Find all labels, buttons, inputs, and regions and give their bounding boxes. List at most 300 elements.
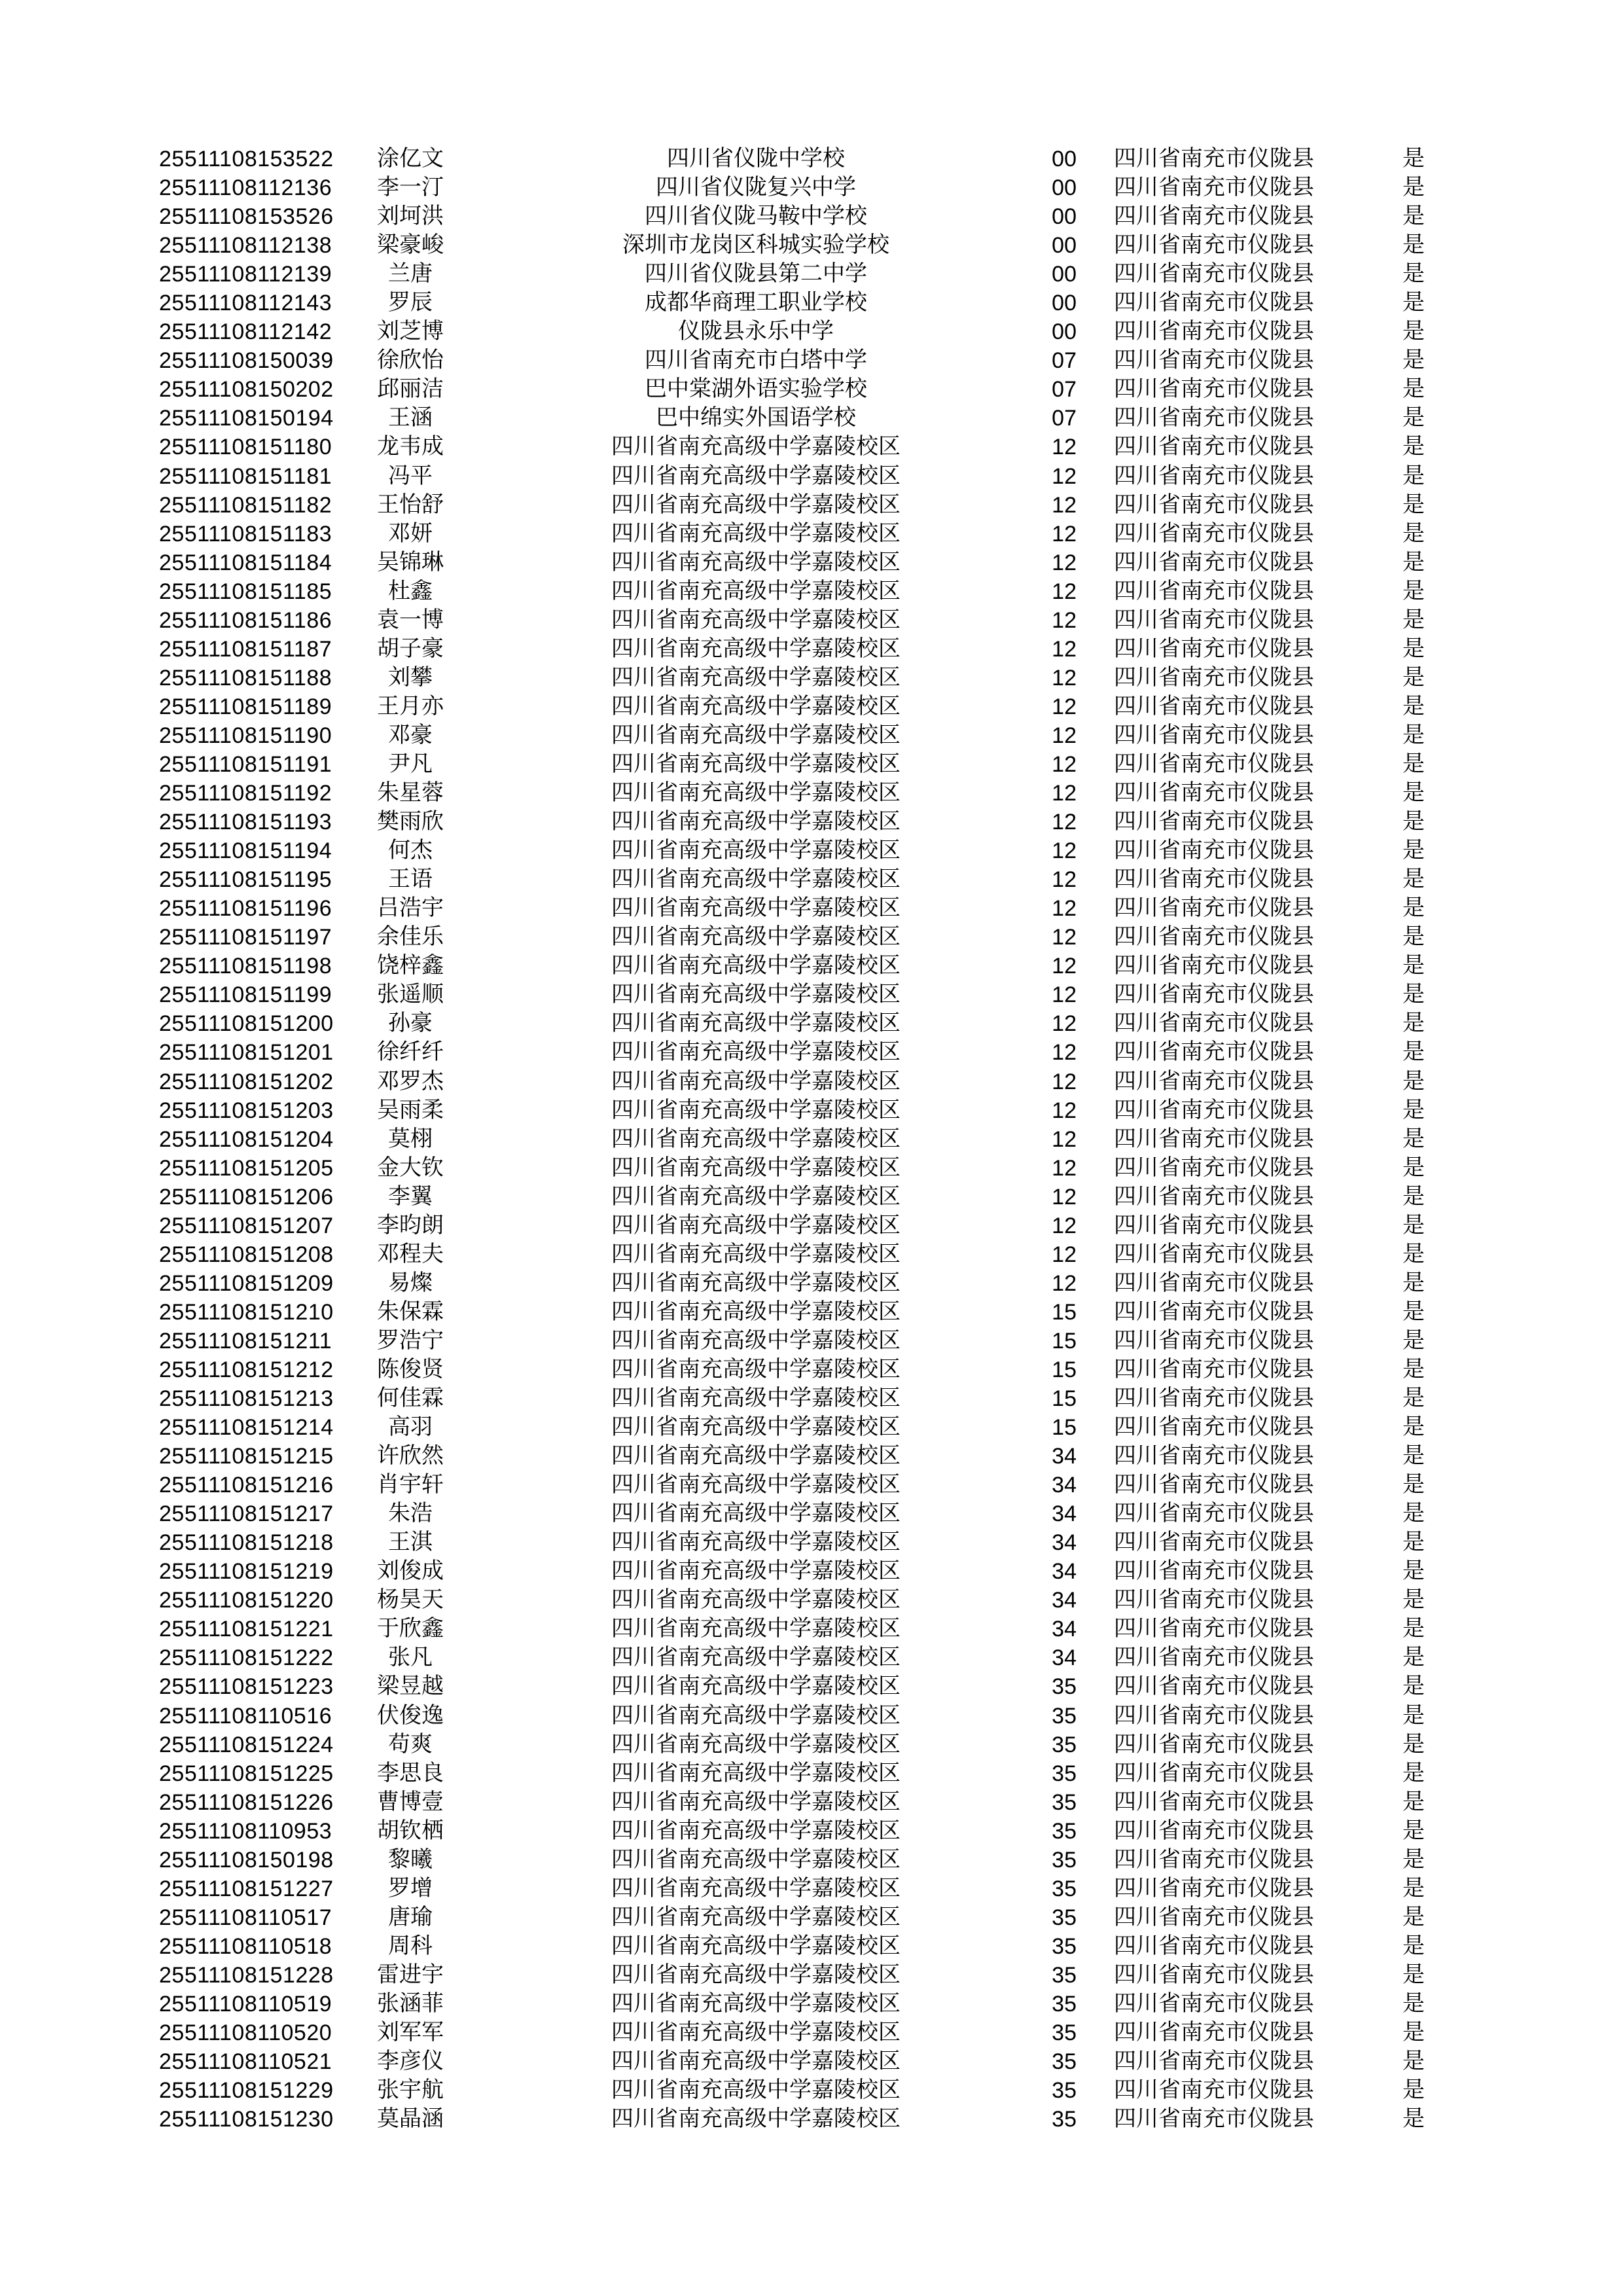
code-cell: 12: [1052, 867, 1077, 893]
region-cell: 四川省南充市仪陇县: [1114, 1126, 1314, 1151]
table-row: [0, 692, 1623, 721]
school-cell: 四川省南充高级中学嘉陵校区: [611, 1473, 901, 1498]
confirm-cell: 是: [1402, 1617, 1425, 1641]
student-name-cell: 邱丽洁: [377, 377, 444, 402]
code-cell: 12: [1052, 723, 1077, 748]
exam-id-cell: 25511108151189: [159, 694, 332, 719]
code-cell: 12: [1052, 665, 1077, 691]
code-cell: 12: [1052, 1098, 1077, 1123]
school-cell: 四川省南充高级中学嘉陵校区: [611, 1789, 901, 1814]
confirm-cell: 是: [1402, 982, 1425, 1007]
region-cell: 四川省南充市仪陇县: [1114, 925, 1314, 950]
table-row: [0, 289, 1623, 317]
roster-table: [0, 145, 1623, 2134]
table-row: [0, 260, 1623, 289]
student-name-cell: 张凡: [388, 1645, 433, 1670]
student-name-cell: 金大钦: [377, 1155, 444, 1180]
exam-id-cell: 25511108110953: [159, 1818, 332, 1844]
code-cell: 12: [1052, 838, 1077, 864]
exam-id-cell: 25511108151206: [159, 1184, 334, 1210]
school-cell: 四川省南充高级中学嘉陵校区: [611, 2020, 901, 2045]
code-cell: 34: [1052, 1559, 1077, 1585]
student-name-cell: 苟爽: [388, 1732, 433, 1757]
student-name-cell: 李彦仪: [377, 2049, 444, 2074]
student-name-cell: 王涵: [388, 406, 433, 431]
confirm-cell: 是: [1402, 1501, 1425, 1526]
student-name-cell: 高羽: [388, 1415, 433, 1440]
student-name-cell: 朱保霖: [377, 1299, 444, 1324]
school-cell: 四川省南充高级中学嘉陵校区: [611, 1213, 901, 1238]
table-row: [0, 980, 1623, 1009]
student-name-cell: 刘攀: [388, 665, 433, 690]
exam-id-cell: 25511108110520: [159, 2020, 332, 2046]
table-row: [0, 808, 1623, 836]
student-name-cell: 曹博壹: [377, 1789, 444, 1814]
table-row: [0, 1643, 1623, 1672]
table-row: [0, 1269, 1623, 1298]
table-row: [0, 923, 1623, 952]
code-cell: 35: [1052, 1933, 1077, 1959]
code-cell: 35: [1052, 1789, 1077, 1815]
student-name-cell: 樊雨欣: [377, 810, 444, 834]
exam-id-cell: 25511108151182: [159, 492, 332, 518]
confirm-cell: 是: [1402, 291, 1425, 315]
region-cell: 四川省南充市仪陇县: [1114, 1270, 1314, 1295]
table-row: [0, 346, 1623, 375]
table-row: [0, 520, 1623, 548]
exam-id-cell: 25511108151222: [159, 1645, 334, 1671]
school-cell: 四川省南充高级中学嘉陵校区: [611, 1299, 901, 1324]
school-cell: 四川省南充高级中学嘉陵校区: [611, 1847, 901, 1872]
table-row: [0, 1615, 1623, 1643]
region-cell: 四川省南充市仪陇县: [1114, 1069, 1314, 1094]
region-cell: 四川省南充市仪陇县: [1114, 1905, 1314, 1929]
exam-id-cell: 25511108151204: [159, 1126, 334, 1152]
code-cell: 12: [1052, 781, 1077, 806]
code-cell: 12: [1052, 1270, 1077, 1296]
region-cell: 四川省南充市仪陇县: [1114, 1328, 1314, 1353]
code-cell: 35: [1052, 1818, 1077, 1844]
code-cell: 35: [1052, 1992, 1077, 2017]
confirm-cell: 是: [1402, 435, 1425, 459]
code-cell: 12: [1052, 982, 1077, 1008]
school-cell: 四川省南充高级中学嘉陵校区: [611, 1386, 901, 1411]
school-cell: 四川省南充高级中学嘉陵校区: [611, 982, 901, 1007]
table-row: [0, 1846, 1623, 1874]
confirm-cell: 是: [1402, 1703, 1425, 1728]
school-cell: 四川省仪陇马鞍中学校: [645, 204, 867, 229]
exam-id-cell: 25511108112143: [159, 291, 332, 316]
code-cell: 00: [1052, 291, 1077, 316]
code-cell: 12: [1052, 896, 1077, 922]
student-name-cell: 胡子豪: [377, 636, 444, 661]
region-cell: 四川省南充市仪陇县: [1114, 1040, 1314, 1065]
code-cell: 35: [1052, 1761, 1077, 1786]
school-cell: 四川省南充高级中学嘉陵校区: [611, 1098, 901, 1122]
student-name-cell: 杨昊天: [377, 1588, 444, 1613]
school-cell: 四川省南充高级中学嘉陵校区: [611, 521, 901, 546]
code-cell: 35: [1052, 2078, 1077, 2104]
table-row: [0, 1961, 1623, 1990]
student-name-cell: 吕浩宇: [377, 896, 444, 921]
student-name-cell: 余佳乐: [377, 925, 444, 950]
region-cell: 四川省南充市仪陇县: [1114, 1098, 1314, 1122]
school-cell: 深圳市龙岗区科城实验学校: [622, 233, 889, 258]
exam-id-cell: 25511108151214: [159, 1415, 334, 1441]
student-name-cell: 刘坷洪: [377, 204, 444, 229]
table-row: [0, 664, 1623, 692]
school-cell: 四川省南充高级中学嘉陵校区: [611, 2107, 901, 2132]
student-name-cell: 李思良: [377, 1761, 444, 1785]
student-name-cell: 邓程夫: [377, 1242, 444, 1266]
region-cell: 四川省南充市仪陇县: [1114, 1933, 1314, 1958]
code-cell: 12: [1052, 607, 1077, 633]
school-cell: 四川省南充高级中学嘉陵校区: [611, 1444, 901, 1469]
exam-id-cell: 25511108151230: [159, 2107, 334, 2132]
code-cell: 00: [1052, 147, 1077, 171]
table-row: [0, 202, 1623, 231]
exam-id-cell: 25511108151217: [159, 1501, 334, 1527]
school-cell: 四川省南充高级中学嘉陵校区: [611, 579, 901, 603]
region-cell: 四川省南充市仪陇县: [1114, 2020, 1314, 2045]
school-cell: 四川省南充高级中学嘉陵校区: [611, 1703, 901, 1728]
exam-id-cell: 25511108112136: [159, 175, 332, 201]
exam-id-cell: 25511108112142: [159, 319, 332, 345]
exam-id-cell: 25511108151181: [159, 463, 332, 489]
school-cell: 四川省南充高级中学嘉陵校区: [611, 463, 901, 488]
confirm-cell: 是: [1402, 1559, 1425, 1584]
confirm-cell: 是: [1402, 1270, 1425, 1295]
exam-id-cell: 25511108151224: [159, 1732, 334, 1757]
confirm-cell: 是: [1402, 896, 1425, 921]
confirm-cell: 是: [1402, 377, 1425, 402]
region-cell: 四川省南充市仪陇县: [1114, 1242, 1314, 1266]
school-cell: 巴中绵实外国语学校: [656, 406, 856, 431]
school-cell: 四川省南充高级中学嘉陵校区: [611, 867, 901, 892]
exam-id-cell: 25511108151226: [159, 1789, 334, 1815]
code-cell: 12: [1052, 925, 1077, 950]
table-row: [0, 635, 1623, 664]
confirm-cell: 是: [1402, 1184, 1425, 1209]
confirm-cell: 是: [1402, 463, 1425, 488]
school-cell: 成都华商理工职业学校: [645, 291, 867, 315]
confirm-cell: 是: [1402, 1674, 1425, 1699]
region-cell: 四川省南充市仪陇县: [1114, 1357, 1314, 1382]
table-row: [0, 1759, 1623, 1788]
confirm-cell: 是: [1402, 636, 1425, 661]
code-cell: 35: [1052, 2020, 1077, 2046]
exam-id-cell: 25511108151193: [159, 810, 332, 835]
exam-id-cell: 25511108151229: [159, 2078, 334, 2104]
exam-id-cell: 25511108151210: [159, 1299, 334, 1325]
school-cell: 四川省仪陇复兴中学: [656, 175, 856, 200]
confirm-cell: 是: [1402, 925, 1425, 950]
table-row: [0, 1702, 1623, 1731]
school-cell: 四川省南充高级中学嘉陵校区: [611, 1357, 901, 1382]
student-name-cell: 王怡舒: [377, 492, 444, 517]
school-cell: 四川省南充高级中学嘉陵校区: [611, 1011, 901, 1036]
school-cell: 四川省南充高级中学嘉陵校区: [611, 1962, 901, 1987]
table-row: [0, 952, 1623, 980]
student-name-cell: 张宇航: [377, 2078, 444, 2103]
school-cell: 四川省南充高级中学嘉陵校区: [611, 896, 901, 921]
exam-id-cell: 25511108112138: [159, 233, 332, 259]
region-cell: 四川省南充市仪陇县: [1114, 435, 1314, 459]
exam-id-cell: 25511108150039: [159, 348, 334, 374]
confirm-cell: 是: [1402, 1530, 1425, 1555]
student-name-cell: 刘俊成: [377, 1559, 444, 1584]
school-cell: 四川省南充高级中学嘉陵校区: [611, 1617, 901, 1641]
exam-id-cell: 25511108110517: [159, 1905, 332, 1930]
student-name-cell: 龙韦成: [377, 435, 444, 459]
student-name-cell: 莫栩: [388, 1126, 433, 1151]
region-cell: 四川省南充市仪陇县: [1114, 607, 1314, 632]
school-cell: 四川省南充高级中学嘉陵校区: [611, 781, 901, 806]
exam-id-cell: 25511108151211: [159, 1328, 332, 1354]
confirm-cell: 是: [1402, 1098, 1425, 1122]
confirm-cell: 是: [1402, 2020, 1425, 2045]
student-name-cell: 何杰: [388, 838, 433, 863]
student-name-cell: 陈俊贤: [377, 1357, 444, 1382]
exam-id-cell: 25511108151215: [159, 1444, 334, 1469]
code-cell: 34: [1052, 1444, 1077, 1469]
code-cell: 12: [1052, 1184, 1077, 1210]
school-cell: 巴中棠湖外语实验学校: [645, 377, 867, 402]
confirm-cell: 是: [1402, 348, 1425, 373]
region-cell: 四川省南充市仪陇县: [1114, 579, 1314, 603]
code-cell: 12: [1052, 463, 1077, 489]
student-name-cell: 吴雨柔: [377, 1098, 444, 1122]
region-cell: 四川省南充市仪陇县: [1114, 1011, 1314, 1036]
school-cell: 四川省南充高级中学嘉陵校区: [611, 636, 901, 661]
table-row: [0, 779, 1623, 808]
exam-id-cell: 25511108151207: [159, 1213, 334, 1238]
exam-id-cell: 25511108153526: [159, 204, 334, 230]
exam-id-cell: 25511108151223: [159, 1674, 334, 1700]
school-cell: 四川省南充高级中学嘉陵校区: [611, 1155, 901, 1180]
code-cell: 12: [1052, 579, 1077, 604]
code-cell: 15: [1052, 1328, 1077, 1354]
code-cell: 12: [1052, 810, 1077, 835]
school-cell: 四川省南充高级中学嘉陵校区: [611, 1645, 901, 1670]
student-name-cell: 罗增: [388, 1876, 433, 1901]
region-cell: 四川省南充市仪陇县: [1114, 1645, 1314, 1670]
school-cell: 四川省南充高级中学嘉陵校区: [611, 1559, 901, 1584]
table-row: [0, 1672, 1623, 1701]
confirm-cell: 是: [1402, 1155, 1425, 1180]
exam-id-cell: 25511108150198: [159, 1847, 334, 1873]
code-cell: 12: [1052, 1040, 1077, 1066]
table-row: [0, 1586, 1623, 1615]
table-row: [0, 1384, 1623, 1413]
table-row: [0, 173, 1623, 202]
code-cell: 07: [1052, 348, 1077, 374]
region-cell: 四川省南充市仪陇县: [1114, 665, 1314, 690]
exam-id-cell: 25511108151221: [159, 1617, 334, 1642]
region-cell: 四川省南充市仪陇县: [1114, 1703, 1314, 1728]
table-row: [0, 1183, 1623, 1211]
confirm-cell: 是: [1402, 262, 1425, 287]
region-cell: 四川省南充市仪陇县: [1114, 1415, 1314, 1440]
region-cell: 四川省南充市仪陇县: [1114, 406, 1314, 431]
school-cell: 四川省南充高级中学嘉陵校区: [611, 492, 901, 517]
school-cell: 四川省南充高级中学嘉陵校区: [611, 1069, 901, 1094]
code-cell: 12: [1052, 636, 1077, 662]
table-row: [0, 750, 1623, 779]
student-name-cell: 于欣鑫: [377, 1617, 444, 1641]
student-name-cell: 朱星蓉: [377, 781, 444, 806]
region-cell: 四川省南充市仪陇县: [1114, 1818, 1314, 1843]
table-row: [0, 1067, 1623, 1096]
confirm-cell: 是: [1402, 1386, 1425, 1411]
region-cell: 四川省南充市仪陇县: [1114, 1962, 1314, 1987]
student-name-cell: 王月亦: [377, 694, 444, 719]
exam-id-cell: 25511108151208: [159, 1242, 334, 1267]
school-cell: 四川省南充市白塔中学: [645, 348, 867, 373]
confirm-cell: 是: [1402, 1789, 1425, 1814]
region-cell: 四川省南充市仪陇县: [1114, 1155, 1314, 1180]
confirm-cell: 是: [1402, 1213, 1425, 1238]
code-cell: 34: [1052, 1501, 1077, 1527]
table-row: [0, 404, 1623, 433]
code-cell: 15: [1052, 1415, 1077, 1441]
table-row: [0, 145, 1623, 173]
confirm-cell: 是: [1402, 1992, 1425, 2016]
table-row: [0, 1499, 1623, 1528]
student-name-cell: 莫晶涵: [377, 2107, 444, 2132]
exam-id-cell: 25511108151219: [159, 1559, 334, 1585]
confirm-cell: 是: [1402, 521, 1425, 546]
confirm-cell: 是: [1402, 1876, 1425, 1901]
table-row: [0, 606, 1623, 635]
confirm-cell: 是: [1402, 1242, 1425, 1266]
exam-id-cell: 25511108151198: [159, 954, 332, 979]
exam-id-cell: 25511108151197: [159, 925, 332, 950]
confirm-cell: 是: [1402, 1905, 1425, 1929]
code-cell: 34: [1052, 1645, 1077, 1671]
table-row: [0, 433, 1623, 461]
code-cell: 15: [1052, 1357, 1077, 1382]
confirm-cell: 是: [1402, 1415, 1425, 1440]
confirm-cell: 是: [1402, 1933, 1425, 1958]
exam-id-cell: 25511108151212: [159, 1357, 334, 1382]
student-name-cell: 袁一博: [377, 607, 444, 632]
table-row: [0, 1731, 1623, 1759]
table-row: [0, 894, 1623, 923]
student-name-cell: 许欣然: [377, 1444, 444, 1469]
school-cell: 四川省南充高级中学嘉陵校区: [611, 1415, 901, 1440]
region-cell: 四川省南充市仪陇县: [1114, 1761, 1314, 1785]
region-cell: 四川省南充市仪陇县: [1114, 1530, 1314, 1555]
student-name-cell: 邓豪: [388, 723, 433, 747]
exam-id-cell: 25511108151194: [159, 838, 332, 864]
region-cell: 四川省南充市仪陇县: [1114, 1588, 1314, 1613]
student-name-cell: 徐欣怡: [377, 348, 444, 373]
table-row: [0, 1903, 1623, 1932]
school-cell: 四川省南充高级中学嘉陵校区: [611, 1588, 901, 1613]
table-row: [0, 1327, 1623, 1355]
school-cell: 仪陇县永乐中学: [678, 319, 834, 344]
exam-id-cell: 25511108151185: [159, 579, 332, 604]
region-cell: 四川省南充市仪陇县: [1114, 348, 1314, 373]
code-cell: 35: [1052, 1905, 1077, 1930]
exam-id-cell: 25511108151202: [159, 1069, 334, 1094]
exam-id-cell: 25511108112139: [159, 262, 332, 287]
student-name-cell: 黎曦: [388, 1847, 433, 1872]
region-cell: 四川省南充市仪陇县: [1114, 233, 1314, 258]
code-cell: 12: [1052, 751, 1077, 777]
exam-id-cell: 25511108151191: [159, 751, 332, 777]
confirm-cell: 是: [1402, 2049, 1425, 2074]
exam-id-cell: 25511108150202: [159, 377, 334, 403]
student-name-cell: 周科: [388, 1933, 433, 1958]
student-name-cell: 梁昱越: [377, 1674, 444, 1699]
school-cell: 四川省南充高级中学嘉陵校区: [611, 838, 901, 863]
confirm-cell: 是: [1402, 204, 1425, 229]
exam-id-cell: 25511108151180: [159, 435, 332, 460]
code-cell: 12: [1052, 1155, 1077, 1181]
code-cell: 35: [1052, 1732, 1077, 1757]
region-cell: 四川省南充市仪陇县: [1114, 262, 1314, 287]
student-name-cell: 王语: [388, 867, 433, 892]
region-cell: 四川省南充市仪陇县: [1114, 954, 1314, 978]
region-cell: 四川省南充市仪陇县: [1114, 1732, 1314, 1757]
student-name-cell: 刘军军: [377, 2020, 444, 2045]
region-cell: 四川省南充市仪陇县: [1114, 838, 1314, 863]
code-cell: 00: [1052, 233, 1077, 259]
student-name-cell: 罗浩宁: [377, 1328, 444, 1353]
student-name-cell: 刘芝博: [377, 319, 444, 344]
region-cell: 四川省南充市仪陇县: [1114, 319, 1314, 344]
region-cell: 四川省南充市仪陇县: [1114, 1847, 1314, 1872]
code-cell: 07: [1052, 406, 1077, 431]
student-name-cell: 饶梓鑫: [377, 954, 444, 978]
confirm-cell: 是: [1402, 1040, 1425, 1065]
code-cell: 12: [1052, 1011, 1077, 1037]
code-cell: 00: [1052, 175, 1077, 201]
table-row: [0, 2105, 1623, 2134]
school-cell: 四川省南充高级中学嘉陵校区: [611, 954, 901, 978]
exam-id-cell: 25511108110519: [159, 1992, 332, 2017]
school-cell: 四川省南充高级中学嘉陵校区: [611, 2049, 901, 2074]
region-cell: 四川省南充市仪陇县: [1114, 867, 1314, 892]
exam-id-cell: 25511108151186: [159, 607, 332, 633]
exam-id-cell: 25511108151228: [159, 1962, 334, 1988]
code-cell: 00: [1052, 204, 1077, 230]
confirm-cell: 是: [1402, 723, 1425, 747]
student-name-cell: 杜鑫: [388, 579, 433, 603]
region-cell: 四川省南充市仪陇县: [1114, 1299, 1314, 1324]
school-cell: 四川省南充高级中学嘉陵校区: [611, 1674, 901, 1699]
student-name-cell: 吴锦琳: [377, 550, 444, 575]
region-cell: 四川省南充市仪陇县: [1114, 463, 1314, 488]
region-cell: 四川省南充市仪陇县: [1114, 521, 1314, 546]
student-name-cell: 梁豪峻: [377, 233, 444, 258]
student-name-cell: 李昀朗: [377, 1213, 444, 1238]
confirm-cell: 是: [1402, 607, 1425, 632]
confirm-cell: 是: [1402, 781, 1425, 806]
exam-id-cell: 25511108151199: [159, 982, 332, 1008]
exam-id-cell: 25511108151220: [159, 1588, 334, 1613]
exam-id-cell: 25511108151190: [159, 723, 332, 748]
code-cell: 35: [1052, 1703, 1077, 1729]
confirm-cell: 是: [1402, 1299, 1425, 1324]
region-cell: 四川省南充市仪陇县: [1114, 896, 1314, 921]
confirm-cell: 是: [1402, 1761, 1425, 1785]
table-row: [0, 1557, 1623, 1586]
school-cell: 四川省南充高级中学嘉陵校区: [611, 1501, 901, 1526]
code-cell: 34: [1052, 1530, 1077, 1556]
